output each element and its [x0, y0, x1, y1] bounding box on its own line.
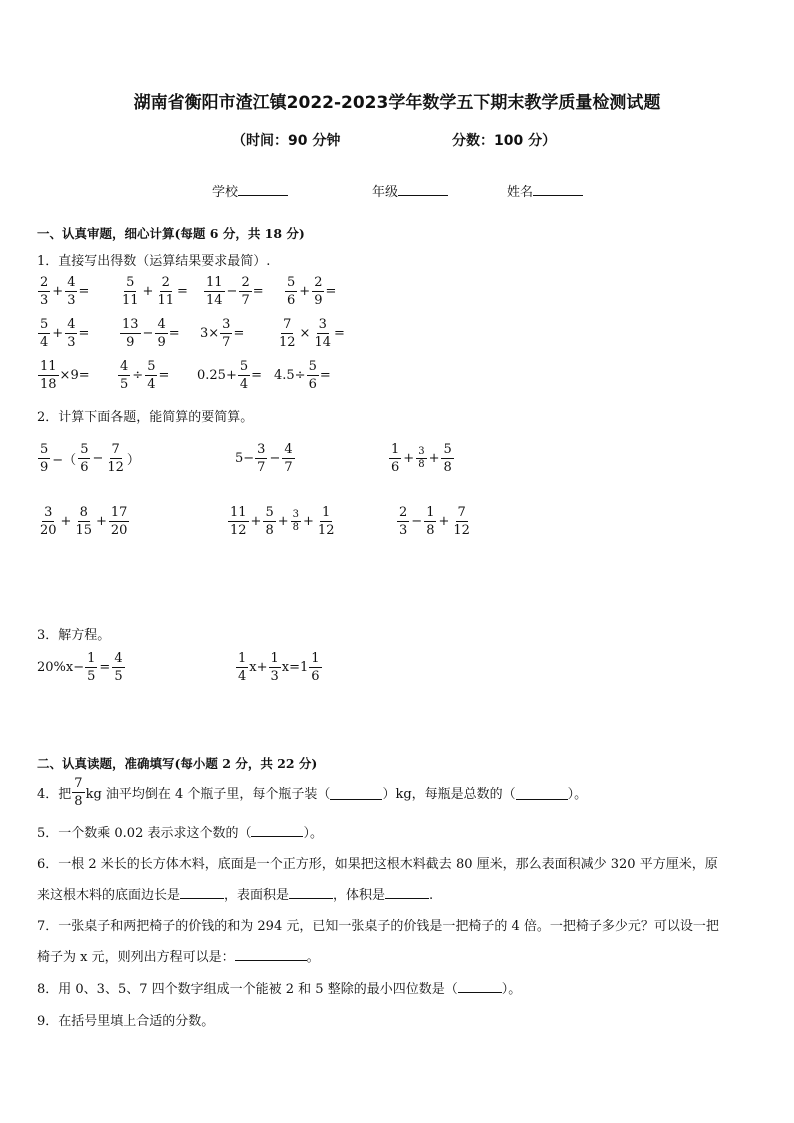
q5-blank[interactable]: [251, 823, 303, 837]
school-field[interactable]: [212, 181, 288, 200]
question-5: 5．一个数乘 0.02 表示求这个数的（ ）。: [37, 822, 323, 841]
question-6-line-1: 6．一根 2 米长的长方体木料，底面是一个正方形，如果把这根木料截去 80 厘米，那么表面积减少 320 平方厘米，原: [37, 857, 718, 872]
question-7-line-1: 7．一张桌子和两把椅子的价钱的和为 294 元，已知一张桌子的价钱是一把椅子的 4 倍。一把椅子多少元？可以设一把: [37, 919, 719, 934]
q6-blank-3[interactable]: [385, 885, 429, 899]
question-8: 8．用 0、3、5、7 四个数字组成一个能被 2 和 5 整除的最小四位数是（ ）。: [37, 978, 521, 997]
calc-r2c4: $\frac{7}{12}$ × $\frac{3}{14}$ =: [279, 317, 345, 350]
equation-1: 20%x− $\frac{1}{5}$ = $\frac{4}{5}$: [37, 651, 123, 684]
question-9: 9．在括号里填上合适的分数。: [37, 1014, 215, 1029]
question-7-line-2: 椅子为 x 元，则列出方程可以是： 。: [37, 946, 320, 965]
question-2: 2．计算下面各题，能简算的要简算。: [37, 410, 254, 425]
calc-c1: $\frac{5}{9}$ −（ $\frac{5}{6}$ − $\frac{7}{12}$ ）: [40, 442, 140, 475]
calc-r1c2: $\frac{5}{11}$ + $\frac{2}{11}$ =: [122, 275, 188, 308]
name-blank[interactable]: [533, 182, 583, 196]
calc-r1c1: $\frac{2}{3}$ + $\frac{4}{3}$ =: [40, 275, 90, 308]
question-6-line-2: 来这根木料的底面边长是 ，表面积是 ，体积是 .: [37, 884, 433, 903]
calc-r2c1: $\frac{5}{4}$ + $\frac{4}{3}$ =: [40, 317, 90, 350]
calc-c5: $\frac{11}{12}$ + $\frac{5}{8}$ + $\frac{3}{8}$ + $\frac{1}{12}$: [230, 505, 335, 538]
calc-r3c2: $\frac{4}{5}$ ÷ $\frac{5}{4}$ =: [120, 359, 170, 392]
calc-r2c2: $\frac{13}{9}$ − $\frac{4}{9}$ =: [122, 317, 180, 350]
calc-r1c3: $\frac{11}{14}$ − $\frac{2}{7}$ =: [206, 275, 264, 308]
question-4: 4．把 $\frac{7}{8}$ kg 油平均倒在 4 个瓶子里，每个瓶子装（ ）kg，每瓶是总数的（ ）。: [37, 776, 588, 809]
equation-2: $\frac{1}{4}$ x+ $\frac{1}{3}$ x=1 $\frac{1}{6}$: [238, 651, 320, 684]
calc-r3c3: 0.25+ $\frac{5}{4}$ =: [197, 359, 263, 392]
question-1: 1．直接写出得数（运算结果要求最简）.: [37, 254, 271, 269]
calc-c6: $\frac{2}{3}$ − $\frac{1}{8}$ + $\frac{7}{12}$: [399, 505, 470, 538]
q6-blank-2[interactable]: [289, 885, 333, 899]
q7-blank[interactable]: [235, 947, 307, 961]
calc-c4: $\frac{3}{20}$ + $\frac{8}{15}$ + $\frac{17}{20}$: [40, 505, 128, 538]
question-3: 3．解方程。: [37, 628, 111, 643]
name-label: 姓名: [507, 185, 534, 200]
time-label: （时间：90 分钟: [232, 133, 341, 149]
school-blank[interactable]: [238, 182, 288, 196]
calc-r1c4: $\frac{5}{6}$ + $\frac{2}{9}$ =: [287, 275, 337, 308]
q8-blank[interactable]: [458, 979, 502, 993]
calc-r3c1: $\frac{11}{18}$ ×9=: [40, 359, 90, 392]
page-title: 湖南省衡阳市渣江镇2022-2023学年数学五下期末教学质量检测试题: [133, 93, 661, 113]
section2-heading: 二、认真读题，准确填写(每小题 2 分，共 22 分): [37, 756, 318, 771]
grade-field[interactable]: [372, 181, 448, 200]
q4-blank-2[interactable]: [516, 786, 568, 800]
grade-blank[interactable]: [398, 182, 448, 196]
calc-r3c4: 4.5÷ $\frac{5}{6}$ =: [274, 359, 331, 392]
section1-heading: 一、认真审题，细心计算(每题 6 分，共 18 分): [37, 226, 305, 241]
q6-blank-1[interactable]: [180, 885, 224, 899]
score-label: 分数：100 分）: [452, 133, 557, 149]
calc-c2: 5− $\frac{3}{7}$ − $\frac{4}{7}$: [235, 442, 293, 475]
grade-label: 年级: [372, 185, 399, 200]
calc-r2c3: 3× $\frac{3}{7}$ =: [200, 317, 245, 350]
school-label: 学校: [212, 185, 239, 200]
name-field[interactable]: [507, 181, 583, 200]
calc-c3: $\frac{1}{6}$ + $\frac{3}{8}$ + $\frac{5}{8}$: [391, 442, 452, 475]
q4-blank-1[interactable]: [330, 786, 382, 800]
